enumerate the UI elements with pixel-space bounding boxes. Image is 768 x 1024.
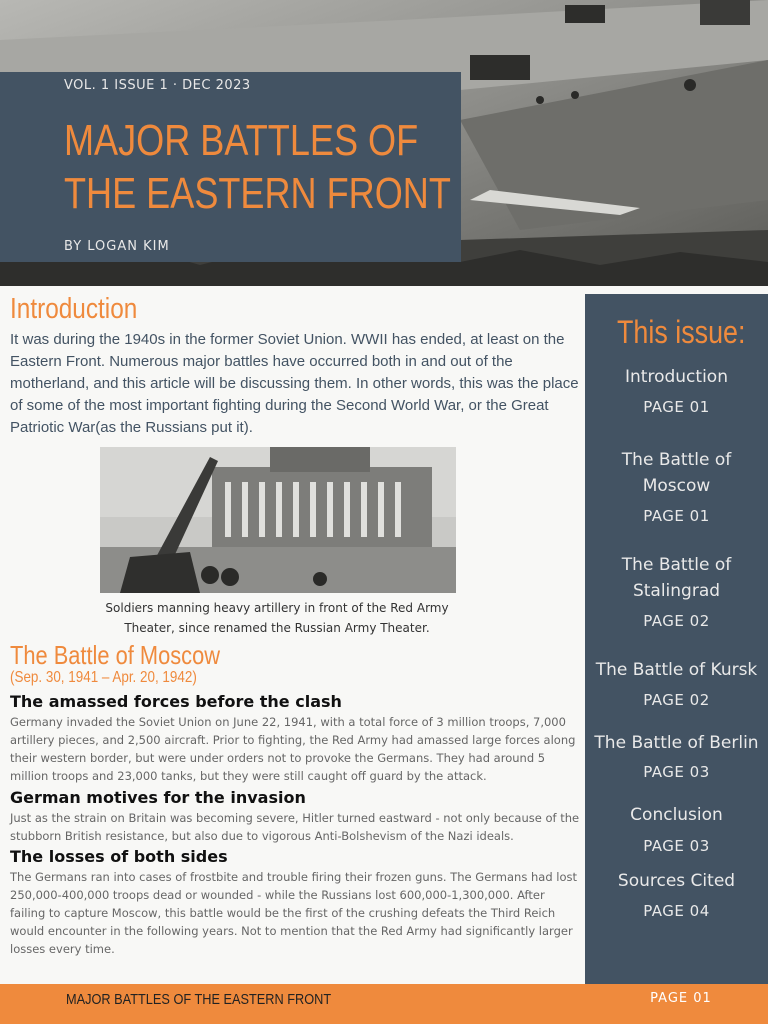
- photo-caption: Soldiers manning heavy artillery in front of the Red Army Theater, since renamed the Russian Army Theater.: [105, 601, 449, 635]
- toc-item-conclusion[interactable]: Conclusion: [630, 805, 723, 825]
- section-title: The losses of both sides: [10, 847, 228, 866]
- section-text: Just as the strain on Britain was becoming severe, Hitler turned eastward - not only because of the stubborn British resistance, but also due to vigorous Anti-Bolshevism of the Nazi ideals.: [10, 811, 580, 843]
- toc-page: PAGE 03: [643, 763, 710, 781]
- byline: BY LOGAN KIM: [64, 239, 170, 254]
- section-text: Germany invaded the Soviet Union on June 22, 1941, with a total force of 3 million troops, 7,000 artillery pieces, and 2,500 aircraft. Prior to fighting, the Red Army had amassed large forces along their western border, but were under orders not to provoke the Germans. They had around 5 million troops and 23,000 tanks, but they were still caught off guard by the attack.: [10, 715, 576, 783]
- artillery-image: [100, 447, 456, 593]
- toc-item-sources[interactable]: Sources Cited: [617, 871, 736, 891]
- toc-item-moscow[interactable]: The Battle of Moscow: [621, 450, 732, 496]
- toc-item-stalingrad[interactable]: The Battle of Stalingrad: [621, 555, 732, 601]
- title-line-2: THE EASTERN FRONT: [64, 169, 451, 218]
- footer-page-number: PAGE 01: [650, 991, 712, 1006]
- toc-heading: This issue:: [617, 314, 746, 350]
- issue-info: VOL. 1 ISSUE 1 · DEC 2023: [64, 78, 251, 93]
- moscow-heading: The Battle of Moscow: [10, 640, 220, 670]
- toc-page: PAGE 04: [643, 902, 710, 920]
- toc-page: PAGE 02: [643, 612, 710, 630]
- intro-body: It was during the 1940s in the former Soviet Union. WWII has ended, at least on the Eastern Front. Numerous major battles have occurred both in and out of the motherland, and this article will be discussing them. In other words, this was the place of some of the most important fighting during the Second World War, or the Great Patriotic War(as the Russians put it).: [10, 331, 579, 436]
- toc-page: PAGE 02: [643, 691, 710, 709]
- toc-page: PAGE 01: [643, 507, 710, 525]
- section-title: German motives for the invasion: [10, 788, 306, 807]
- moscow-dates: (Sep. 30, 1941 – Apr. 20, 1942): [10, 669, 197, 686]
- footer-title: MAJOR BATTLES OF THE EASTERN FRONT: [66, 991, 332, 1008]
- toc-item-berlin[interactable]: The Battle of Berlin: [594, 733, 759, 753]
- section-text: The Germans ran into cases of frostbite and trouble firing their frozen guns. The Germans had lost 250,000-400,000 troops dead or wounded - while the Russians lost 600,000-1,300,000. After failing to capture Moscow, this battle would be the first of the crushing defeats the Third Reich would encounter in the following years. Not to mention that the Red Army had significantly larger losses every time.: [10, 870, 578, 956]
- toc-item-introduction[interactable]: Introduction: [625, 367, 728, 387]
- section-title: The amassed forces before the clash: [10, 692, 342, 711]
- toc-page: PAGE 01: [643, 398, 710, 416]
- toc-page: PAGE 03: [643, 837, 710, 855]
- intro-heading: Introduction: [10, 293, 138, 325]
- page-title: [64, 114, 451, 220]
- artillery-photo: [100, 447, 456, 593]
- toc-item-kursk[interactable]: The Battle of Kursk: [595, 660, 758, 680]
- title-line-1: MAJOR BATTLES OF: [64, 116, 419, 165]
